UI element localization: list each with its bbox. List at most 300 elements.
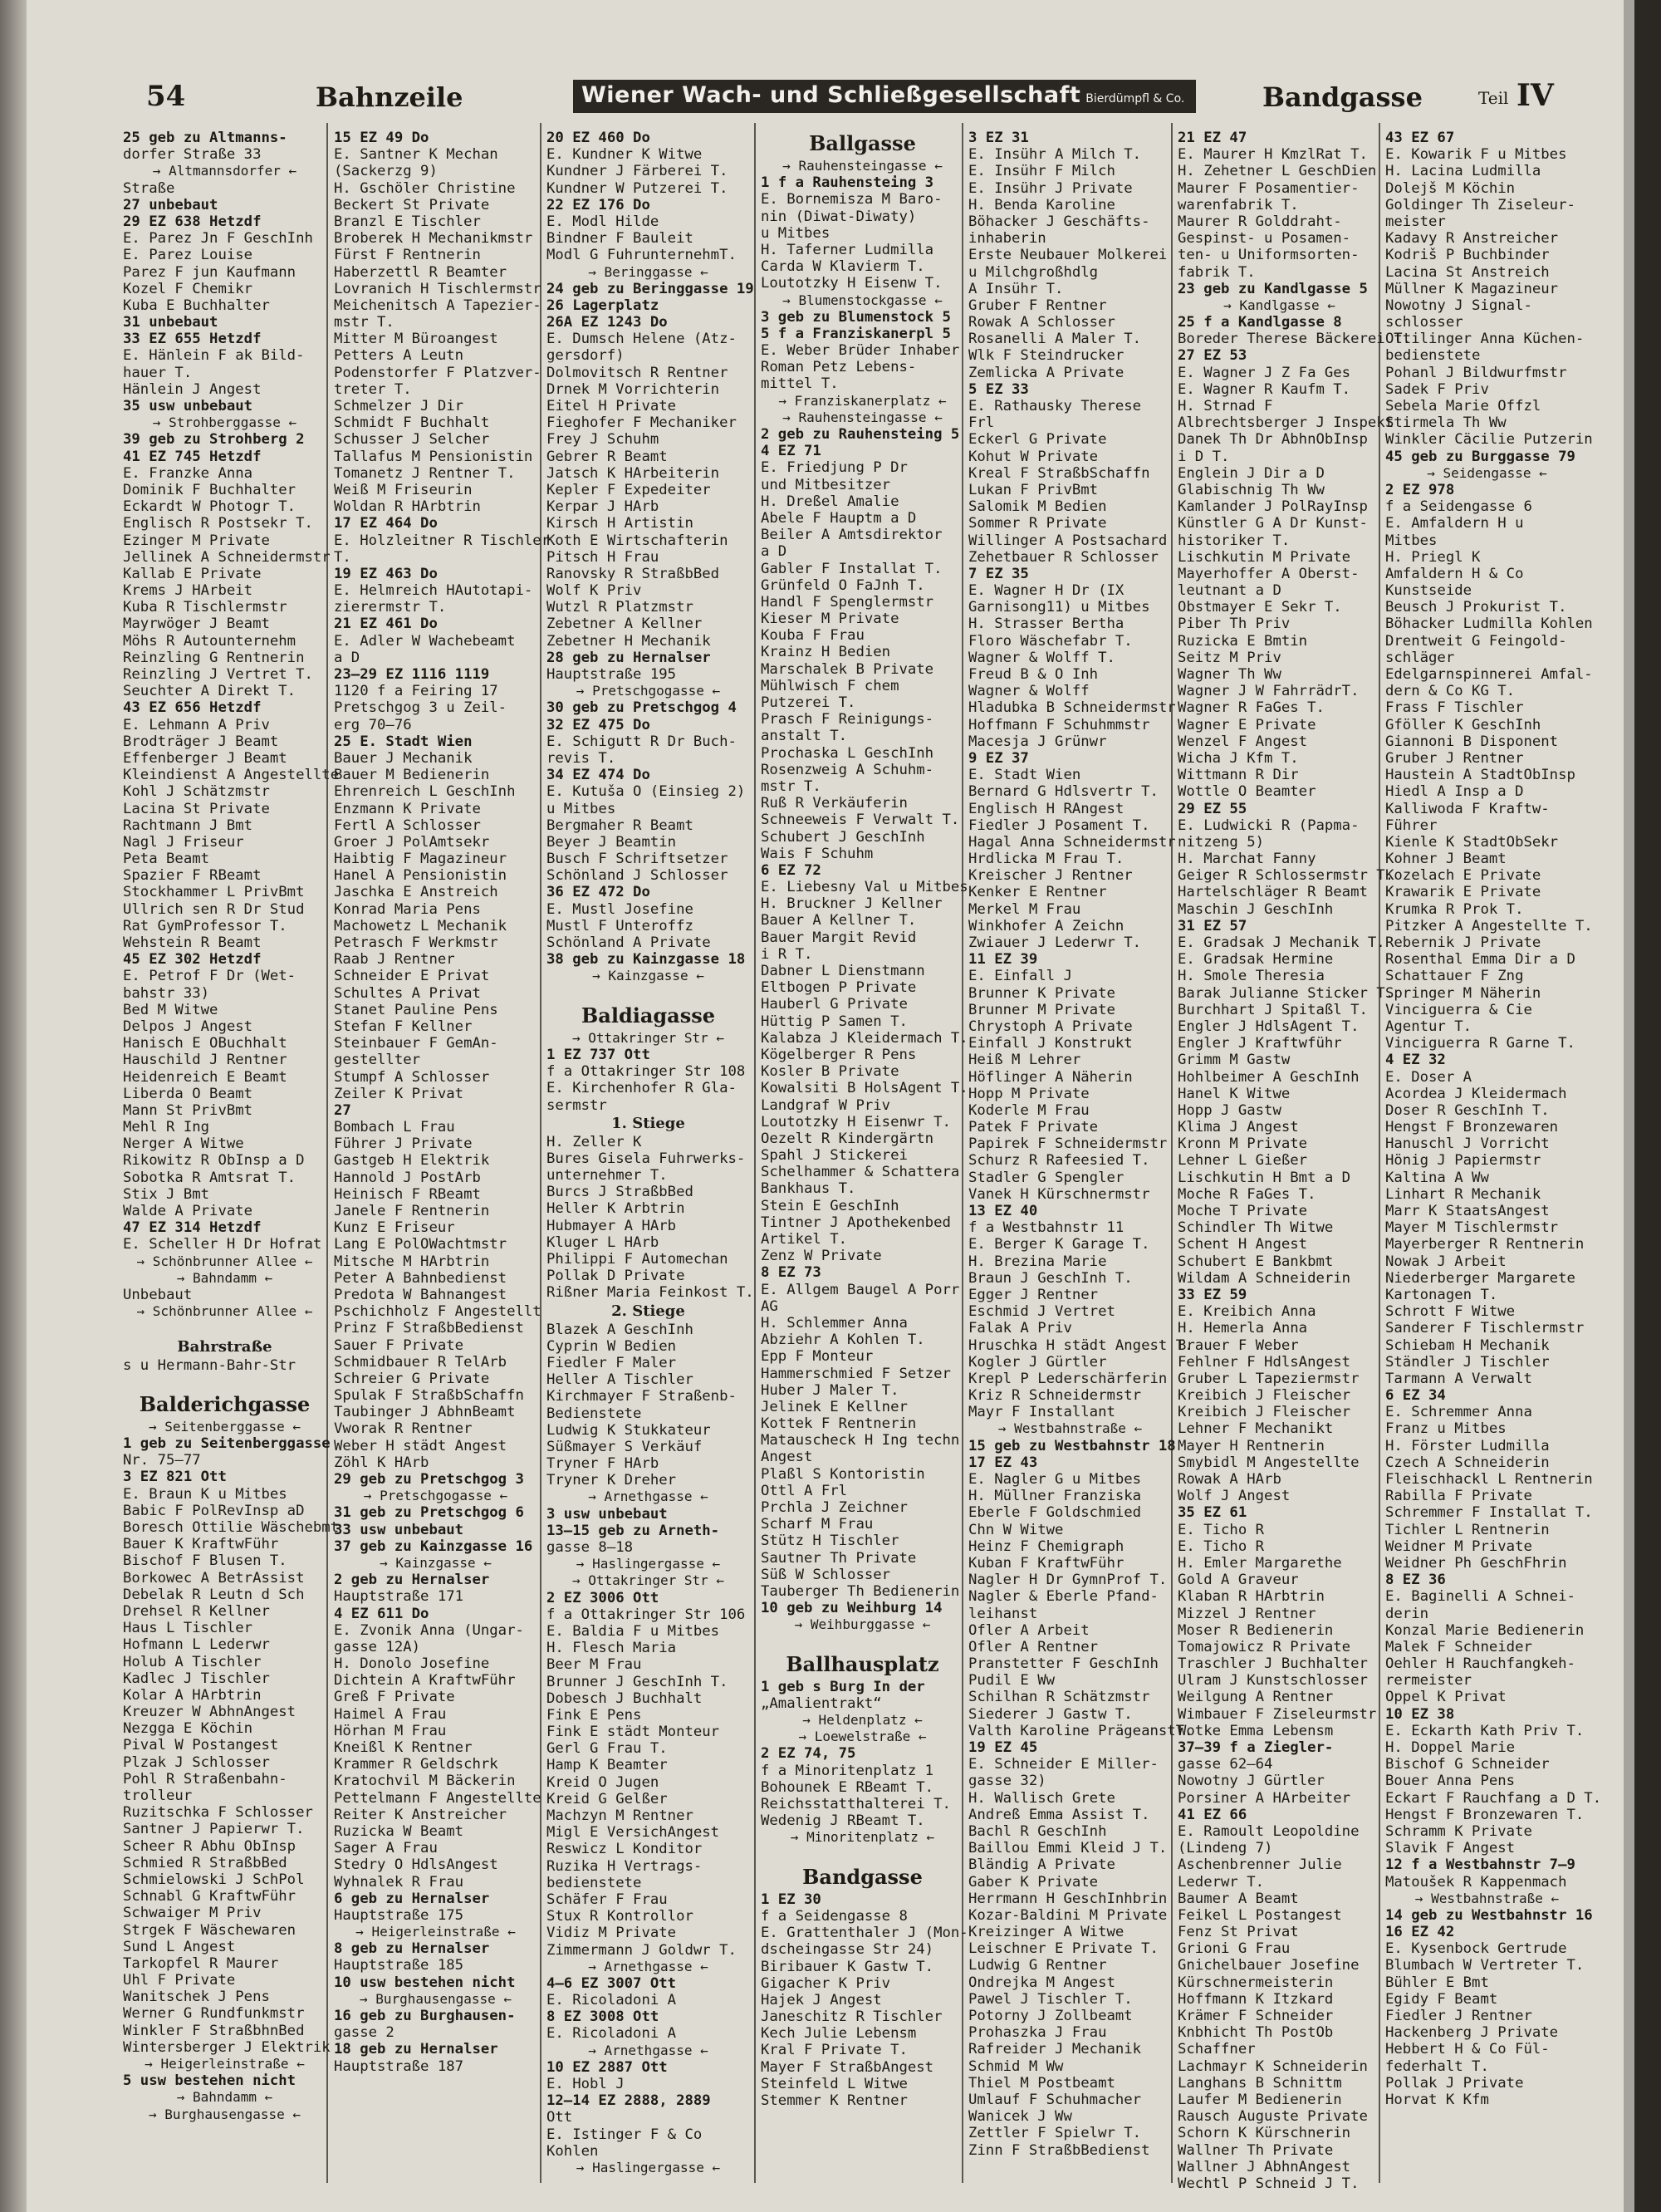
sub-heading: 1. Stiege [611,1114,685,1132]
directory-entry: E. Ticho R [1178,1538,1265,1555]
directory-entry: unternehmer T. [546,1167,668,1184]
directory-entry: Boreder Therese Bäckerei T. [1178,331,1411,348]
directory-entry: Doser R GeschInh T. [1385,1101,1550,1119]
cross-street-marker: → Haslingergasse ← [576,2159,721,2175]
directory-entry: Bouer Anna Pens [1385,1773,1516,1790]
directory-entry: Höflinger A Näherin [968,1068,1133,1086]
directory-entry: Kerpar J HArb [546,498,659,516]
directory-entry: E. Wagner J Z Fa Ges [1178,364,1351,381]
directory-entry: Horvat K Kfm [1385,2091,1489,2108]
house-number-entry: 41 EZ 66 [1178,1806,1247,1823]
directory-entry: Franz u Mitbes [1385,1420,1507,1438]
directory-entry: u Mitbes [546,800,616,817]
directory-entry: Lederwr T. [1178,1873,1265,1891]
directory-entry: Moche R FaGes T. [1178,1185,1316,1203]
directory-entry: Machzyn M Rentner [546,1807,693,1824]
directory-entry: Schrott F Witwe [1385,1303,1516,1321]
directory-entry: Taubinger J AbhnBeamt [334,1404,516,1421]
directory-entry: Nagler & Eberle Pfand- [968,1588,1159,1606]
directory-entry: Bauer M Bedienerin [334,767,490,784]
directory-entry: Fertl A Schlosser [334,817,481,834]
cross-street-marker: → Blumenstockgasse ← [782,292,943,308]
directory-entry: E. Friedjung P Dr [761,459,908,477]
part-number: IV [1516,78,1554,113]
directory-entry: zierermstr T. [334,599,447,616]
directory-entry: Ständler J Tischler [1385,1353,1550,1371]
directory-entry: Schubert J GeschInh [761,828,925,846]
directory-entry: Jaschka E Anstreich [334,884,498,901]
house-number-entry: 39 geb zu Strohberg 2 [123,431,305,449]
directory-entry: Heinz F Chemigraph [968,1538,1124,1555]
directory-entry: Handl F Spenglermstr [761,593,934,611]
directory-entry: Pollak D Private [546,1268,685,1285]
directory-entry: Schneider E Privat [334,968,490,985]
directory-entry: Hauptstraße 171 [334,1588,464,1606]
directory-entry: Loutotzky H Eisenwr T. [761,1113,951,1131]
directory-entry: Hiedl A Insp a D [1385,783,1524,801]
directory-entry: Kundner W Putzerei T. [546,179,728,197]
directory-entry: Kech Julie Lebensm [761,2025,917,2043]
house-number-entry: 1 EZ 30 [761,1891,821,1908]
directory-entry: Prasch F Reinigungs- [761,711,934,728]
directory-entry: Schmid M Ww [968,2058,1064,2075]
directory-entry: Hammerschmied F Setzer [761,1365,951,1382]
directory-entry: Linhart R Mechanik [1385,1185,1541,1203]
house-number-entry: 13—15 geb zu Arneth- [546,1522,720,1539]
directory-entry: Kadavy R Anstreicher [1385,230,1559,248]
cross-street-marker: → Minoritenplatz ← [790,1829,935,1846]
directory-entry: Schramm K Private [1385,1822,1532,1840]
directory-entry: Piber Th Priv [1178,616,1291,633]
directory-entry: Pawel J Tischler T. [968,1990,1133,2008]
directory-entry: Rowak A Schlosser [968,314,1115,331]
house-number-entry: 15 EZ 49 Do [334,130,429,146]
directory-entry: E. Hänlein F ak Bild- [123,347,305,365]
directory-entry: Kienle K StadtObSekr [1385,833,1559,851]
directory-entry: Kreibich J Fleischer [1178,1404,1351,1421]
directory-entry: Borkowec A BetrAssist [123,1569,305,1587]
directory-entry: Kohut W Private [968,448,1099,465]
directory-entry [546,985,750,1002]
directory-entry: Brunner K Private [968,984,1115,1002]
directory-entry: Zebetner A Kellner [546,616,703,633]
directory-entry: Walde A Private [123,1203,253,1219]
directory-entry: Kaltina A Ww [1385,1169,1489,1186]
directory-entry: Philippi F Automechan [546,1251,728,1268]
directory-entry: Konrad Maria Pens [334,900,481,918]
directory-entry: Wlk F Steindrucker [968,347,1124,365]
directory-entry: Lehner F Mechanikt [1178,1420,1334,1438]
directory-entry: Janeschitz R Tischler [761,2008,943,2026]
directory-entry: Hanel A Pensionistin [334,867,507,885]
directory-entry: Mann St PrivBmt [123,1101,253,1119]
directory-entry: Drnek M Vorrichterin [546,380,720,398]
cross-street-marker: → Ottakringer Str ← [571,1572,725,1589]
directory-entry: Siederer J Gastw T. [968,1705,1133,1723]
directory-entry: Dichtein A KraftwFühr [334,1672,516,1690]
directory-entry: Kottek F Rentnerin [761,1415,917,1433]
directory-entry: E. Schremmer Anna [1385,1404,1532,1421]
directory-entry: Beer M Frau [546,1656,642,1674]
directory-entry: Frey J Schuhm [546,431,659,449]
directory-entry: Mayrwöger J Beamt [123,616,270,633]
house-number-entry: 2 geb zu Hernalser [334,1572,490,1589]
directory-entry: a D [334,649,360,666]
directory-entry: Agentur T. [1385,1018,1472,1035]
directory-entry: Smybidl M Angestellte [1178,1454,1360,1471]
directory-entry: Huber J Maler T. [761,1381,899,1399]
directory-entry: trolleur [123,1788,193,1804]
directory-entry: Kepler F Expedeiter [546,481,711,498]
directory-entry: H. Lacina Ludmilla [1385,163,1541,180]
directory-entry: Mustl F Unteroffz [546,917,693,934]
directory-columns [123,130,1621,2190]
directory-entry: Artikel T. [761,1231,848,1248]
directory-entry: Leischner E Private T. [968,1940,1159,1958]
directory-entry: E. Grattenthaler J (Mon- [761,1925,968,1942]
directory-entry: warenfabrik T. [1178,196,1299,213]
directory-entry: Ullrich sen R Dr Stud [123,900,305,918]
directory-entry: Umlauf F Schuhmacher [968,2091,1142,2108]
directory-entry: Kronn M Private [1178,1135,1308,1153]
directory-entry: E. Ramoult Leopoldine [1178,1822,1360,1840]
directory-entry: H. Donolo Josefine [334,1655,490,1673]
directory-entry: Kenker E Rentner [968,884,1107,901]
directory-entry: E. Nagler G u Mitbes [968,1471,1142,1488]
cross-street-marker: → Heldenplatz ← [802,1712,923,1729]
directory-column-1 [123,130,340,2190]
directory-entry: Einfall J Konstrukt [968,1035,1133,1052]
directory-entry: E. Eckarth Kath Priv T. [1385,1722,1585,1739]
house-number-entry: 17 EZ 464 Do [334,515,438,532]
directory-entry: Nowotny J Signal- [1385,297,1532,314]
directory-entry: Lovranich H Tischlermstr [334,280,541,297]
directory-entry: E. Wagner R Kaufm T. [1178,380,1351,398]
house-number-entry: 33 EZ 59 [1178,1286,1247,1303]
directory-entry: Schusser J Selcher [334,431,490,449]
house-number-entry: 1 geb zu Seitenberggasse [123,1435,331,1453]
directory-entry: Eckardt W Photogr T. [123,498,296,516]
directory-entry: Ludwig K Stukkateur [546,1421,711,1439]
directory-entry: Cyprin W Bedien [546,1337,677,1355]
directory-entry: Kneißl K Rentner [334,1739,473,1756]
directory-entry: Klaban R HArbtrin [1178,1588,1325,1606]
directory-entry: Nr. 75—77 [123,1452,201,1469]
directory-entry: E. Zvonik Anna (Ungar- [334,1621,524,1639]
directory-entry: Nowotny J Gürtler [1178,1773,1325,1790]
directory-entry: Lachmayr K Schneiderin [1178,2058,1368,2075]
directory-entry: Englisch H RAngest [968,800,1124,817]
directory-entry: Loutotzky H Eisenw T. [761,275,943,292]
directory-entry: E. Parez Jn F GeschInh [123,230,313,248]
directory-entry: E. Ricoladoni A [546,1992,677,2009]
directory-entry: Vworak R Rentner [334,1420,473,1438]
directory-entry: Kamlander J PolRayInsp [1178,498,1368,516]
directory-entry: E. Mustl Josefine [546,900,693,918]
cross-street-marker: → Westbahnstraße ← [997,1420,1143,1437]
house-number-entry: 29 geb zu Pretschgog 3 [334,1471,524,1488]
directory-entry: E. Gradsak Hermine [1178,951,1334,969]
directory-entry: Reswicz L Konditor [546,1841,703,1858]
cross-street-marker: → Beringgasse ← [588,263,708,280]
directory-entry: H. Taferner Ludmilla [761,241,934,258]
house-number-entry: 4 EZ 32 [1385,1052,1446,1069]
directory-entry: H. Marchat Fanny [1178,851,1316,868]
directory-entry: Mayerhoffer A Oberst- [1178,565,1360,582]
directory-entry: E. Santner K Mechan [334,146,498,164]
directory-entry: Bauer A Kellner T. [761,912,917,929]
directory-entry: Prohaszka J Frau [968,2024,1107,2042]
directory-entry: Amfaldern H & Co [1385,565,1524,582]
directory-entry: Spulak F StraßbSchaffn [334,1387,524,1405]
directory-entry: Roman Petz Lebens- [761,359,917,376]
directory-entry: Kallab E Private [123,565,262,582]
house-number-entry: 37—39 f a Ziegler- [1178,1739,1334,1756]
directory-entry: Matoušek R Kappenmach [1385,1873,1567,1891]
directory-entry: Schaffner [1178,2041,1256,2058]
directory-entry: Ranovsky R StraßbBed [546,565,720,582]
directory-entry: Andreß Emma Assist T. [968,1806,1150,1823]
house-number-entry: 21 EZ 461 Do [334,616,438,633]
directory-entry: nitzeng 5) [1178,833,1265,851]
directory-entry: H. Strasser Bertha [968,616,1124,633]
directory-entry: Krawarik E Private [1385,884,1541,901]
directory-entry: Schubert E Bankbmt [1178,1253,1334,1270]
directory-entry: Kreid O Jugen [546,1773,659,1791]
directory-entry: bahstr 33) [123,984,210,1002]
directory-entry: Blazek A GeschInh [546,1321,693,1338]
directory-entry: Schiebam H Mechanik [1385,1337,1550,1354]
directory-entry: Enzmann K Private [334,800,481,817]
directory-entry: Hopp M Private [968,1085,1090,1102]
directory-entry: Eckerl G Private [968,431,1107,449]
directory-entry: Steinfeld L Witwe [761,2075,908,2092]
directory-entry: Mitter M Büroangest [334,331,498,348]
directory-entry: Podenstorfer F Platzver- [334,364,541,381]
directory-entry: Weilgung A Rentner [1178,1689,1334,1706]
directory-entry: Pschichholz F Angestellt [334,1303,541,1321]
directory-entry: Garnisong11) u Mitbes [968,599,1150,616]
directory-entry: Hänlein J Angest [123,380,262,398]
directory-entry: Kunz E Friseur [334,1219,455,1237]
directory-entry: Dominik F Buchhalter [123,481,296,498]
directory-entry: Marschalek B Private [761,660,934,678]
directory-entry: Wutzl R Platzmstr [546,599,693,616]
directory-entry: Stumpf A Schlosser [334,1068,490,1086]
directory-entry: Prochaska L GeschInh [761,744,934,762]
directory-entry: Zenz W Private [761,1248,882,1265]
directory-entry: E. Holzleitner R Tischler [334,532,551,549]
house-number-entry: 6 geb zu Hernalser [334,1890,490,1907]
directory-entry: E. Ludwicki R (Papma- [1178,817,1360,834]
directory-entry: Fiedler F Maler [546,1354,677,1371]
directory-entry: E. Berger K Garage T. [968,1236,1150,1253]
directory-entry: Heiß M Lehrer [968,1052,1081,1069]
directory-entry: E. Kysenbock Gertrude [1385,1940,1567,1958]
directory-entry: Bischof G Schneider [1385,1756,1550,1773]
street-heading: Balderichgasse [139,1391,311,1416]
directory-entry: H. Müllner Franziska [968,1488,1142,1505]
directory-entry: Fieghofer F Mechaniker [546,414,737,432]
cross-street-marker: → Bahndamm ← [176,1269,273,1286]
directory-entry: E. Dumsch Helene (Atz- [546,331,737,348]
directory-entry: dscheingasse Str 24) [761,1941,934,1959]
directory-entry: (Sackerzg 9) [334,163,438,180]
directory-entry: Gold A Graveur [1178,1572,1299,1589]
directory-entry: Hruschka H städt Angest T. [968,1337,1193,1354]
directory-entry: A Insühr T. [968,280,1064,297]
directory-entry: Bures Gisela Fuhrwerks- [546,1150,746,1167]
directory-entry: AG [761,1297,778,1315]
directory-entry [761,1634,964,1650]
directory-entry: Hauptstraße 195 [546,666,677,683]
directory-entry: Hrdlicka M Frau T. [968,851,1124,868]
directory-entry: Eitel H Private [546,398,677,414]
directory-entry: Peta Beamt [123,851,210,868]
directory-entry: Wedenig J RBeamt T. [761,1812,925,1830]
directory-entry: gersdorf) [546,347,625,365]
house-number-entry: 47 EZ 314 Hetzdf [123,1219,262,1237]
directory-entry: Kogler J Gürtler [968,1353,1107,1371]
directory-entry: Wintersberger J Elektrik [123,2038,331,2056]
directory-entry: derin [1385,1605,1429,1622]
directory-entry: nin (Diwat-Diwaty) [761,208,917,225]
directory-entry: Hofmann L Lederwr [123,1636,270,1654]
directory-entry: Mayer M Tischlermstr [1385,1219,1559,1237]
house-number-entry: 18 geb zu Hernalser [334,2041,498,2058]
house-number-entry: 35 usw unbebaut [123,398,253,414]
directory-entry: Abziehr A Kohlen T. [761,1332,925,1349]
directory-entry: Rabilla F Private [1385,1488,1532,1505]
directory-entry: Niederberger Margarete [1385,1269,1575,1287]
directory-entry: Vinciguerra R Garne T. [1385,1035,1575,1052]
cross-street-marker: → Heigerleinstraße ← [145,2056,305,2072]
directory-entry: Pohanl J Bildwurfmstr [1385,364,1567,381]
directory-entry: Egidy F Beamt [1385,1990,1498,2008]
cross-street-marker: → Loewelstraße ← [798,1729,927,1745]
directory-entry: Wehstein R Beamt [123,934,262,951]
directory-entry: Liberda O Beamt [123,1085,253,1102]
house-number-entry: 15 geb zu Westbahnstr 18 [968,1437,1176,1454]
directory-entry: E. Braun K u Mitbes [123,1485,287,1503]
directory-entry: Papirek F Schneidermstr [968,1135,1168,1153]
directory-entry: Bühler E Bmt [1385,1974,1489,1991]
house-number-entry: 22 EZ 176 Do [546,196,650,213]
directory-entry: Kreizinger A Witwe [968,1924,1124,1941]
directory-entry: Janele F Rentnerin [334,1203,490,1219]
directory-entry: Kozelach E Private [1385,867,1541,885]
directory-entry: Mayer F StraßbAngest [761,2058,934,2076]
directory-entry: Nerger A Witwe [123,1135,244,1153]
directory-entry: Steinbauer F GemAn- [334,1035,498,1052]
directory-entry: Pitzker A Angestellte T. [1385,917,1593,934]
directory-entry: Kreuzer W AbhnAngest [123,1704,296,1721]
directory-entry: Gruber F Rentner [968,297,1107,314]
directory-entry: Rachtmann J Bmt [123,817,253,834]
directory-entry: Ruzika H Vertrags- [546,1857,703,1875]
directory-entry: Pranstetter F GeschInh [968,1655,1159,1673]
directory-entry: Rosenzweig A Schuhm- [761,761,934,778]
house-number-entry: 27 EZ 53 [1178,347,1247,365]
directory-entry: H. Flesch Maria [546,1640,677,1657]
house-number-entry: 35 EZ 61 [1178,1504,1247,1522]
directory-entry: Wagner J W FahrrädrT. [1178,683,1360,700]
directory-entry: Langhans B Schnittm [1178,2074,1342,2092]
directory-entry: Konzal Marie Bedienerin [1385,1621,1585,1639]
directory-entry: Mitbes [1385,532,1438,549]
directory-entry: Schmidt F Buchhalt [334,414,490,432]
directory-entry: bedienstete [1385,347,1481,365]
directory-entry: Herrmann H GeschInhbrin [968,1890,1168,1907]
directory-entry: E. Adler W Wachebeamt [334,632,516,650]
house-number-entry: 32 EZ 475 Do [546,716,650,733]
house-number-entry: 6 EZ 34 [1385,1387,1446,1405]
directory-entry: Ehrenreich L GeschInh [334,783,516,801]
directory-entry: Erste Neubauer Molkerei [968,247,1168,264]
directory-entry: Ottl A Frl [761,1482,848,1499]
directory-entry: Moser R Bedienerin [1178,1621,1334,1639]
directory-entry: Stix J Bmt [123,1185,210,1203]
directory-entry: Weiß M Friseurin [334,481,473,498]
directory-entry: E. Doser A [1385,1068,1472,1086]
banner-title: Wiener Wach- und Schließgesellschaft [581,82,1081,108]
directory-entry: Seitz M Priv [1178,649,1281,666]
directory-entry: Mayr F Installant [968,1404,1115,1421]
directory-entry: dern & Co KG T. [1385,683,1516,700]
directory-entry: Gföller K GeschInh [1385,716,1541,733]
directory-entry: Gastgeb H Elektrik [334,1152,490,1170]
directory-entry: Winkler F StraßbhnBed [123,2022,305,2039]
directory-entry: Maurer R Golddraht- [1178,213,1342,230]
directory-entry: und Mitbesitzer [761,476,891,493]
directory-entry: Hörhan M Frau [334,1722,447,1739]
directory-entry: Zemlicka A Private [968,364,1124,381]
directory-entry: Lischkutin M Private [1178,548,1351,566]
directory-entry: Wildam A Schneiderin [1178,1269,1351,1287]
cross-street-marker: → Arnethgasse ← [588,1489,708,1505]
directory-entry: Hagal Anna Schneidermstr [968,833,1176,851]
directory-entry: Fink E städt Monteur [546,1724,720,1741]
directory-entry: Scheer R Abhu ObInsp [123,1837,296,1855]
directory-entry: Nezgga E Köchin [123,1720,253,1738]
cross-street-marker: → Altmannsdorfer ← [152,163,297,179]
directory-entry: gasse 32) [968,1773,1046,1790]
directory-entry: Brunner M Private [968,1001,1115,1018]
directory-entry: Hoffmann F Schuhmmstr [968,716,1150,733]
directory-entry: Brodträger J Beamt [123,733,279,750]
directory-entry: fabrik T. [1178,263,1256,281]
cross-street-marker: → Heigerleinstraße ← [355,1924,516,1940]
directory-entry: treter T. [334,380,412,398]
directory-entry: Gigacher K Priv [761,1974,891,1992]
cross-street-marker: → Weihburggasse ← [794,1616,931,1633]
house-number-entry: 16 EZ 42 [1385,1924,1455,1941]
directory-entry: Stanet Pauline Pens [334,1001,498,1018]
directory-entry: Fink E Pens [546,1706,642,1724]
directory-entry: Broberek H Mechanikmstr [334,230,533,248]
directory-entry: Danek Th Dr AbhnObInsp [1178,431,1368,449]
house-number-entry: 3 EZ 821 Ott [123,1469,227,1486]
directory-entry: Kratochvil M Bäckerin [334,1773,516,1790]
directory-entry: Effenberger J Beamt [123,749,287,767]
directory-entry: Weidner M Private [1385,1538,1532,1555]
directory-entry: Obstmayer E Sekr T. [1178,599,1342,616]
directory-entry: Tryner F HArb [546,1455,659,1473]
cross-street-marker: → Arnethgasse ← [588,2042,708,2058]
house-number-entry: 8 EZ 73 [761,1264,821,1282]
directory-entry: Bländig A Private [968,1856,1115,1874]
directory-entry: Fiedler J Posament T. [968,817,1150,834]
